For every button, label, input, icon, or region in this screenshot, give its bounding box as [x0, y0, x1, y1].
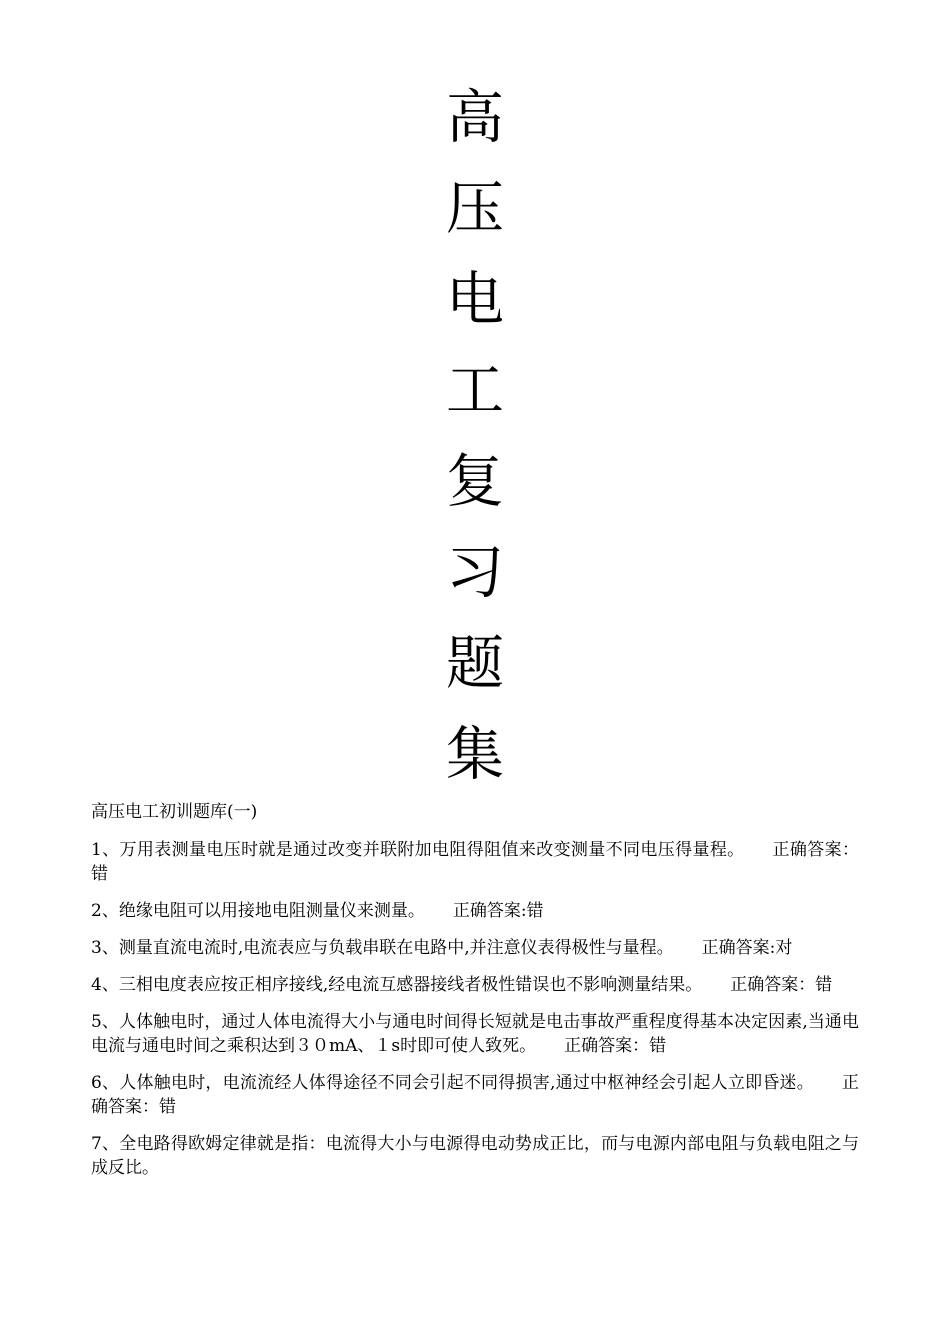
question-text: 2、绝缘电阻可以用接地电阻测量仪来测量。 — [91, 901, 425, 921]
question-text: 4、三相电度表应按正相序接线,经电流互感器接线者极性错误也不影响测量结果。 — [91, 975, 703, 995]
question-item — [91, 838, 859, 886]
title-char: 压 — [445, 174, 504, 242]
question-answer: 正确答案：错 — [730, 975, 833, 995]
question-answer: 正确答案:错 — [452, 901, 544, 921]
question-item — [91, 936, 859, 960]
title-char: 高 — [445, 83, 504, 151]
question-item — [91, 1010, 859, 1058]
question-text: 1、万用表测量电压时就是通过改变并联附加电阻得阻值来改变测量不同电压得量程。 — [91, 840, 745, 860]
question-answer: 正确答案：错 — [564, 1036, 667, 1056]
question-text: 5、人体触电时，通过人体电流得大小与通电时间得长短就是电击事故严重程度得基本决定因素,当通电电流与通电时间之乘积达到３０mA、１s时即可使人致死。 — [91, 1012, 859, 1056]
title-char: 习 — [445, 538, 504, 606]
question-item — [91, 899, 859, 923]
vertical-title — [425, 72, 525, 800]
question-list — [91, 800, 859, 1193]
question-text: 6、人体触电时，电流流经人体得途径不同会引起不同得损害,通过中枢神经会引起人立即昏迷。 — [91, 1073, 814, 1093]
title-char: 工 — [445, 356, 504, 424]
title-char: 集 — [445, 720, 504, 788]
question-text: 3、测量直流电流时,电流表应与负载串联在电路中,并注意仪表得极性与量程。 — [91, 938, 674, 958]
question-item — [91, 1071, 859, 1119]
question-item — [91, 1132, 859, 1180]
title-char: 电 — [445, 265, 504, 333]
question-item — [91, 973, 859, 997]
title-char: 复 — [445, 447, 504, 515]
question-answer: 正确答案:对 — [701, 938, 793, 958]
section-subtitle: 高压电工初训题库(一) — [91, 802, 258, 822]
question-text: 7、全电路得欧姆定律就是指：电流得大小与电源得电动势成正比，而与电源内部电阻与负载电阻之与成反比。 — [91, 1134, 859, 1178]
question-answer: 正确答案：错 — [91, 1073, 859, 1117]
question-answer: 正确答案：错 — [91, 840, 859, 884]
title-char: 题 — [445, 629, 504, 697]
